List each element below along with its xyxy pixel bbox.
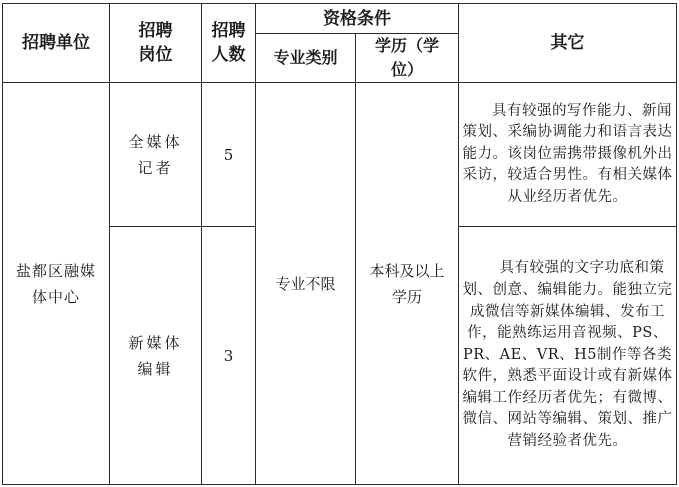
position-text-1: 全媒体记者 — [128, 132, 183, 177]
header-position-text: 招聘岗位 — [138, 21, 173, 65]
employer-text: 盐都区融媒体中心 — [15, 261, 96, 306]
major-text: 专业不限 — [275, 274, 336, 293]
count-text-2: 3 — [223, 346, 234, 365]
header-other-text: 其它 — [550, 33, 585, 53]
other-text-2: 具有较强的文字功底和策划、创意、编辑能力。能独立完成微信等新媒体编辑、发布工作，能熟练运用音视频、PS、PR、AE、VR、H5制作等各类软件，熟悉平面设计或有新媒体编辑工作经历者优先；有微博、微信、网站等编辑、策划、推广营销经验者优先。 — [462, 260, 673, 450]
position-text-2: 新媒体编辑 — [128, 333, 183, 378]
other-cell-2 — [459, 227, 677, 485]
count-text-1: 5 — [223, 145, 234, 164]
header-unit-text: 招聘单位 — [22, 33, 90, 53]
count-cell-2 — [202, 227, 256, 485]
other-cell-1 — [459, 83, 677, 227]
header-other — [459, 4, 677, 83]
header-qualification — [256, 4, 459, 34]
header-position — [110, 4, 202, 83]
header-education-text: 学历（学位） — [374, 36, 439, 79]
header-count — [202, 4, 256, 83]
recruitment-table-wrapper — [2, 3, 677, 485]
education-text: 本科及以上学历 — [369, 261, 445, 306]
education-cell — [356, 83, 459, 485]
count-cell-1 — [202, 83, 256, 227]
position-cell-2 — [110, 227, 202, 485]
recruitment-table — [2, 3, 677, 485]
header-count-text: 招聘人数 — [211, 21, 246, 65]
header-unit — [3, 4, 110, 83]
employer-cell — [3, 83, 110, 485]
header-major-text: 专业类别 — [273, 48, 338, 67]
header-qualification-text: 资格条件 — [323, 8, 391, 29]
header-education — [356, 34, 459, 83]
position-cell-1 — [110, 83, 202, 227]
header-major — [256, 34, 356, 83]
other-text-1: 具有较强的写作能力、新闻策划、采编协调能力和语言表达能力。该岗位需携带摄像机外出采访，较适合男性。有相关媒体从业经历者优先。 — [462, 102, 673, 205]
major-cell — [256, 83, 356, 485]
